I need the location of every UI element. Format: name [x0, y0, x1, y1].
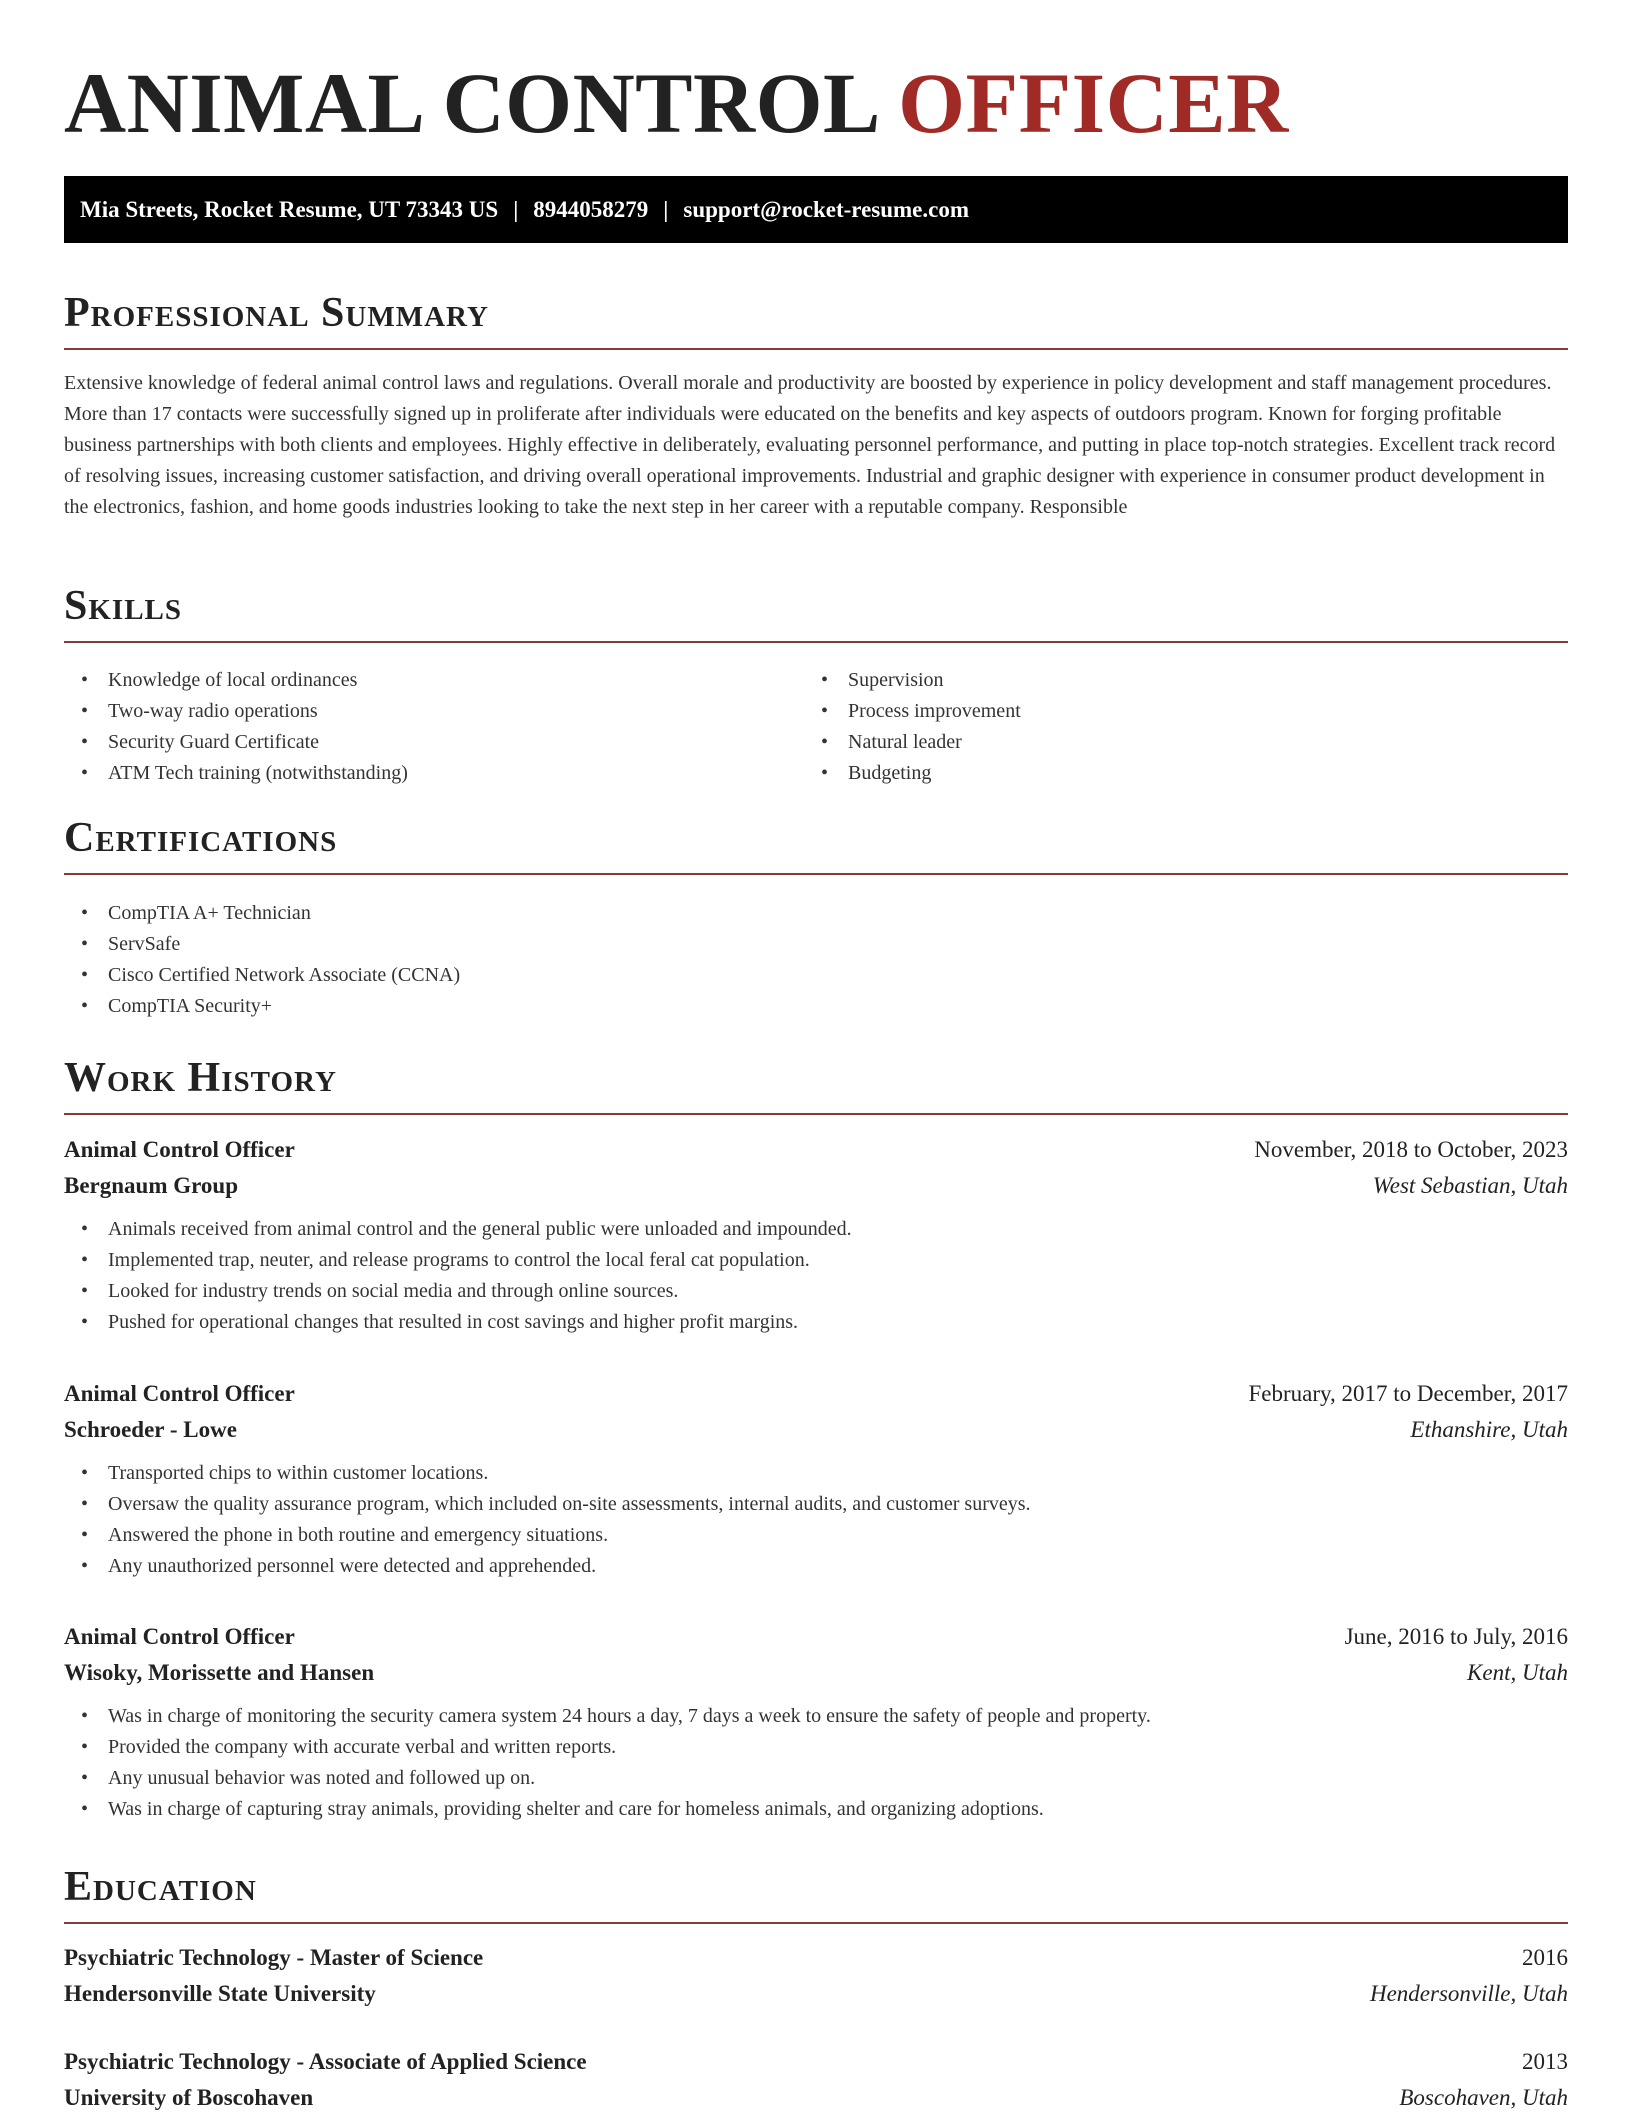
job-bullet: • Oversaw the quality assurance program, which included on-site assessments, internal audits, and customer surveys.: [64, 1489, 1568, 1520]
job-location: Ethanshire, Utah: [1410, 1417, 1568, 1442]
skills-list-left: [64, 665, 408, 789]
job-bullet: • Answered the phone in both routine and emergency situations.: [64, 1520, 1568, 1551]
skills-heading: Skills: [64, 583, 183, 629]
work-entry: [64, 1132, 1568, 1338]
skill-item: • ATM Tech training (notwithstanding): [64, 758, 408, 789]
job-bullet: • Pushed for operational changes that resulted in cost savings and higher profit margins.: [64, 1307, 1568, 1338]
degree: Psychiatric Technology - Master of Science: [64, 1945, 484, 1970]
contact-address: Mia Streets, Rocket Resume, UT 73343 US: [80, 196, 499, 222]
title-main: ANIMAL CONTROL: [64, 55, 877, 151]
certification-item: • Cisco Certified Network Associate (CCNA): [64, 960, 460, 991]
contact-separator: |: [663, 196, 669, 222]
skills-list-right: [804, 665, 1021, 789]
certifications-list: [64, 898, 460, 1022]
skills-section-heading: [64, 581, 1568, 643]
job-company: Wisoky, Morissette and Hansen: [64, 1660, 375, 1685]
degree: Psychiatric Technology - Associate of Applied Science: [64, 2049, 587, 2074]
job-dates: February, 2017 to December, 2017: [1248, 1381, 1568, 1406]
job-bullet: • Any unauthorized personnel were detected and apprehended.: [64, 1551, 1568, 1582]
education-entry: [64, 2044, 1568, 2116]
job-bullets: [64, 1458, 1568, 1582]
job-bullets: [64, 1214, 1568, 1338]
resume-title: [64, 55, 1289, 151]
certifications-heading: Certifications: [64, 815, 338, 861]
education-entry: [64, 1940, 1568, 2012]
job-bullet: • Any unusual behavior was noted and followed up on.: [64, 1763, 1568, 1794]
work-section-heading: [64, 1053, 1568, 1115]
job-company: Schroeder - Lowe: [64, 1417, 237, 1442]
job-title: Animal Control Officer: [64, 1381, 295, 1406]
summary-text: Extensive knowledge of federal animal control laws and regulations. Overall morale and productivity are boosted by experience in policy development and staff management procedures. More than 17 contacts were successfully signed up in proliferate after individuals were educated on the benefits and key aspects of outdoors program. Known for forging profitable business partnerships with both clients and employees. Highly effective in deliberately, evaluating personnel performance, and putting in place top-notch strategies. Excellent track record of resolving issues, increasing customer satisfaction, and driving overall operational improvements. Industrial and graphic designer with experience in consumer product development in the electronics, fashion, and home goods industries looking to take the next step in her career with a reputable company. Responsible: [64, 372, 1556, 518]
skill-item: • Process improvement: [804, 696, 1021, 727]
certification-item: • CompTIA A+ Technician: [64, 898, 460, 929]
summary-heading: Professional Summary: [64, 290, 489, 336]
certification-item: • ServSafe: [64, 929, 460, 960]
contact-separator: |: [513, 196, 519, 222]
certification-item: • CompTIA Security+: [64, 991, 460, 1022]
skill-item: • Supervision: [804, 665, 1021, 696]
certifications-section-heading: [64, 813, 1568, 875]
degree-year: 2013: [1522, 2049, 1568, 2074]
job-bullet: • Implemented trap, neuter, and release programs to control the local feral cat population.: [64, 1245, 1568, 1276]
job-title: Animal Control Officer: [64, 1624, 295, 1649]
work-entry: [64, 1619, 1568, 1825]
job-bullet: • Provided the company with accurate verbal and written reports.: [64, 1732, 1568, 1763]
skill-item: • Security Guard Certificate: [64, 727, 408, 758]
skill-item: • Budgeting: [804, 758, 1021, 789]
job-bullet: • Transported chips to within customer locations.: [64, 1458, 1568, 1489]
job-bullet: • Was in charge of capturing stray animals, providing shelter and care for homeless animals, and organizing adoptions.: [64, 1794, 1568, 1825]
job-dates: June, 2016 to July, 2016: [1344, 1624, 1568, 1649]
degree-year: 2016: [1522, 1945, 1568, 1970]
job-location: Kent, Utah: [1467, 1660, 1568, 1685]
job-bullet: • Animals received from animal control and the general public were unloaded and impounded.: [64, 1214, 1568, 1245]
contact-bar: [64, 176, 1568, 243]
work-heading: Work History: [64, 1055, 337, 1101]
school-location: Hendersonville, Utah: [1369, 1981, 1568, 2006]
summary-section-heading: [64, 288, 1568, 350]
school: Hendersonville State University: [64, 1981, 376, 2006]
contact-phone[interactable]: 8944058279: [533, 196, 649, 222]
job-bullet: • Was in charge of monitoring the security camera system 24 hours a day, 7 days a week to ensure the safety of people and property.: [64, 1701, 1568, 1732]
title-accent: OFFICER: [898, 55, 1289, 151]
school-location: Boscohaven, Utah: [1399, 2085, 1568, 2110]
work-entry: [64, 1376, 1568, 1582]
job-company: Bergnaum Group: [64, 1173, 239, 1198]
skill-item: • Two-way radio operations: [64, 696, 408, 727]
school: University of Boscohaven: [64, 2085, 314, 2110]
job-location: West Sebastian, Utah: [1372, 1173, 1568, 1198]
job-bullets: [64, 1701, 1568, 1825]
skill-item: • Natural leader: [804, 727, 1021, 758]
contact-email[interactable]: support@rocket-resume.com: [683, 196, 970, 222]
job-dates: November, 2018 to October, 2023: [1254, 1137, 1568, 1162]
job-bullet: • Looked for industry trends on social media and through online sources.: [64, 1276, 1568, 1307]
job-title: Animal Control Officer: [64, 1137, 295, 1162]
education-heading: Education: [64, 1864, 257, 1910]
skill-item: • Knowledge of local ordinances: [64, 665, 408, 696]
education-section-heading: [64, 1862, 1568, 1924]
